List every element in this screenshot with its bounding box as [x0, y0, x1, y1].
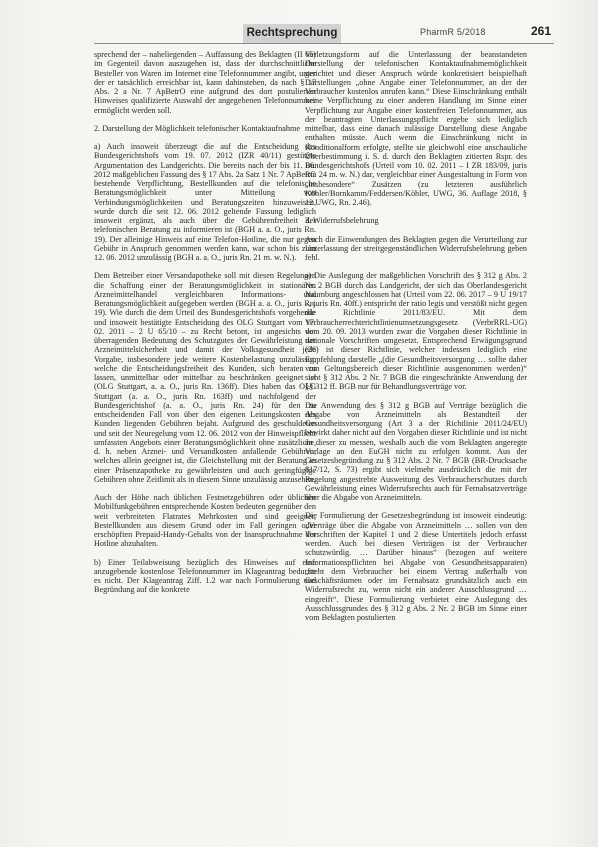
- paragraph: Auch die Einwendungen des Beklagten gegen die Verurteilung zur Unterlassung der streitgegenständlichen Widerrufsbelehrung geben fehl.: [305, 234, 527, 262]
- left-text-column: [94, 50, 316, 604]
- paragraph: Auch der Höhe nach üblichen Festnetzgebühren oder üblichen Mobilfunkgebühren entsprechende Kosten bedeuten gegenüber den weit verbreiteten Flatrates Mehrkosten und sind geeignet, Bestellkunden aus diesem Grund oder im Fall geringen oder erschöpften Prepaid-Handy-Gehalts von der Inanspruchnahme der Hotline abzuhalten.: [94, 493, 316, 549]
- paragraph: a) Die Auslegung der maßgeblichen Vorschrift des § 312 g Abs. 2 Nr. 2 BGB durch das Landgericht, der sich das Oberlandesgericht Naumburg angeschlossen hat (Urteil vom 22. 06. 2017 – 9 U 19/17 –, juris Rn. 40ff.) entspricht der ratio legis und verstößt nicht gegen die Richtlinie 2011/83/EU. Mit dem Verbraucherrechterichtlinienumsetzungsgesetz (VerbrRRL-UG) vom 20. 09. 2013 wurden zwar die Vorgaben dieser Richtlinie in nationale Vorschriften umgesetzt. Entsprechend Erwägungsgrund (26) ist dieser Richtlinie, welcher indessen lediglich eine Empfehlung darstelle „(die Gesundheitsversorgung … sollte daher vom Geltungsbereich dieser Richtlinie ausgenommen werden)“ sieht § 312 Abs. 2 Nr. 7 BGB die eingeschränkte Anwendung der §§ 312 ff. BGB nur für Behandlungsverträge vor.: [305, 271, 527, 392]
- section-heading: 2. Darstellung der Möglichkeit telefonischer Kontaktaufnahme: [94, 123, 300, 133]
- section-rubric: Rechtsprechung: [243, 24, 341, 43]
- paragraph: a) Auch insoweit überzeugt die auf die Entscheidung des Bundesgerichtshofs vom 19. 07. 2012 (IZR 40/11) gestützte Argumentation des Landgerichts. Die bereits nach der bis 11. 06. 2012 maßgeblichen Fassung des § 17 Abs. 2a Satz 1 Nr. 7 ApBetrO bestehende Verpflichtung, Bestellkunden auf die telefonische Beratungsmöglichkeit unter Mitteilung von Verbindungsmöglichkeiten und Beratungszeiten hinzuweisen, wurde durch die seit 12. 06. 2012 geltende Fassung lediglich insoweit ergänzt, als auch über die Gebührenfreiheit der telefonischen Beratung zu informieren ist (BGH a. a. O., juris Rn. 19). Der alleinige Hinweis auf eine Telefon-Hotline, die nur gegen Gebühr in Anspruch genommen werden kann, war schon bis zum 12. 06. 2012 unzulässig (BGH a. a. O., juris Rn. 21 m. w. N.).: [94, 142, 316, 262]
- journal-reference: PharmR 5/2018: [420, 27, 486, 37]
- section-heading: 3. Widerrufsbelehrung: [305, 216, 379, 226]
- paragraph: sprechend der – naheliegenden – Auffassung des Beklagten (II 65) im Gegenteil davon auszugehen ist, dass der durchschnittliche Besteller von Waren im Internet eine Telefonnummer angibt, unter der er tatsächlich erreichbar ist, kann dahinstehen, da nach § 17 Abs. 2 a Nr. 7 ApBetrO eine aufgrund des dort postulierten Hinweises qualifizierte Auswahl der angegebenen Telefonnummer ermöglicht werden soll.: [94, 50, 316, 115]
- page-header: [0, 0, 598, 44]
- header-divider: [94, 43, 554, 44]
- paragraph: Die Formulierung der Gesetzesbegründung ist insoweit eindeutig: „Verträge über die Abgabe von Arzneimitteln … sollen von den Vorschriften der Kapitel 1 und 2 diese Untertitels jedoch erfasst werden. Auch bei diesen Verträgen ist der Verbraucher schutzwürdig. … Darüber hinaus“ (bezogen auf weitere Informationspflichten bei Abgabe von Gesundheitsapparaten) „steht dem Verbraucher bei einem Vertrag außerhalb von Geschäftsräumen oder im Fernabsatz grundsätzlich auch ein Widerrufsrecht zu, wenn nicht ein anderer Ausschlussgrund … eingreift“. Diese Formulierung verbietet eine Auslegung des Ausschlussgrundes des § 312 g Abs. 2 Nr. 2 BGB im Sinne einer vom Beklagten postulierten: [305, 511, 527, 622]
- paragraph: Verletzungsform auf die Unterlassung der beanstandeten Darstellung der telefonischen Kontaktaufnahmemöglichkeit gerichtet und dieser Anspruch würde konkretisiert beispielhaft Darstellungen „ohne Angabe einer Telefonnummer, an der der Verbraucher kostenlos anrufen kann.“ Diese Einschränkung enthält keine Verpflichtung zu einer anderen Handlung im Sinne einer Verpflichtung zur Angabe einer kostenfreien Telefonnummer, aus der beantragten Unterlassungspflicht ergebe sich lediglich mittelbar, dass eine danach zulässige Darstellung diese Angabe enthalten müsste. Auch wenn die Einschränkung nicht in Konditionalform erfolgte, stellte sie gleichwohl eine anschauliche Überbestimmung i. S. d. durch den Beklagten zitierten Rspr. des Bundesgerichtshofs (Urteil vom 10. 02. 2011 – I ZR 183/09, juris Rn. 24 m. w. N.) dar, vergleichbar einer Ausgestaltung in Form von „insbesondere“ Zusätzen (zu letzteren ausführlich Köhler/Bornkamm/Feddersen/Köhler, UWG, 36. Auflage 2018, § 12 UWG, Rn. 2.46).: [305, 50, 527, 207]
- page-number: 261: [531, 24, 552, 38]
- right-text-column: [305, 50, 527, 631]
- paragraph: b) Einer Teilabweisung bezüglich des Hinweises auf eine anzugebende kostenlose Telefonnummer im Klageantrag bedurfte es nicht. Der Klageantrag Ziff. 1.2 war nach Formulierung und Begründung auf die konkrete: [94, 557, 316, 595]
- paragraph: Dem Betreiber einer Versandapotheke soll mit diesen Regelungen die Schaffung einer der Beratungsmöglichkeit in stationären Arzneimittelhandel vergleichbaren Informations- und Beratungsmöglichkeit aufgegeben werden (BGH a. a. O., juris Rn. 19). Wie durch die dem Urteil des Bundesgerichtshofs vorgehende und insoweit bestätigte Entscheidung des OLG Stuttgart vom 17. 02. 2011 – 2 U 65/10 – zu Recht betont, ist angesichts der überragenden Bedeutung des Schutzgutes der Gewährleistung der Arzneimittelsicherheit und damit der Volksgesundheit jede Vorgabe, insbesondere jede weitere Kostenbelastung unzulässig, welche die Entscheidungsfreiheit des Kunden, sich beraten zu lassen, unmittelbar oder mittelbar zu beschränken geeignet ist (OLG Stuttgart, a. a. O., juris Rn. 136ff). Dies haben das OLG Stuttgart (a. a. O., juris Rn. 163ff) und nachfolgend der Bundesgerichtshof (a. a. O., juris Rn. 24) für den zu entscheidenden Fall von über den eigenen Leitungskosten des Kunden liegenden Gebühren bejaht. Aufgrund des geschuldeten und seit der Neuregelung vom 12. 06. 2012 von der Hinweispflicht umfassten Angebots einer Beratungsmöglichkeit ohne zusätzliche, d. h. neben Arznei- und Versandkosten anfallende Gebühren, welches allein geeignet ist, die Gleichstellung mit der Beratung in einer Präsenzapotheke zu gewährleisten und auch geringfügige Gebühren ohne Zeitlimit als in diesem Sinne unzulässig anzusehen.: [94, 271, 316, 484]
- paragraph: Die Anwendung des § 312 g BGB auf Verträge bezüglich die Abgabe von Arzneimitteln als Bestandteil der Gesundheitsversorgung (Art 3 a der Richtlinie 2011/24/EU) bewirkt daher nicht auf den Vorgaben dieser Richtlinie und ist nicht an dieser zu messen, weshalb auch die vom Beklagten angeregte Vorlage an den EuGH nicht zu erfolgen kommt. Aus der Gesetzesbegründung zu § 312 Abs. 2 Nr. 7 BGB (BR-Drucksache 817/12, S. 73) ergibt sich vielmehr ausdrücklich die mit der Regelung angestrebte Ausweitung des Verbraucherschutzes durch Gewährleistung eines Widerrufsrechts auch für Fernabsatzverträge über die Abgabe von Arzneimitteln.: [305, 400, 527, 502]
